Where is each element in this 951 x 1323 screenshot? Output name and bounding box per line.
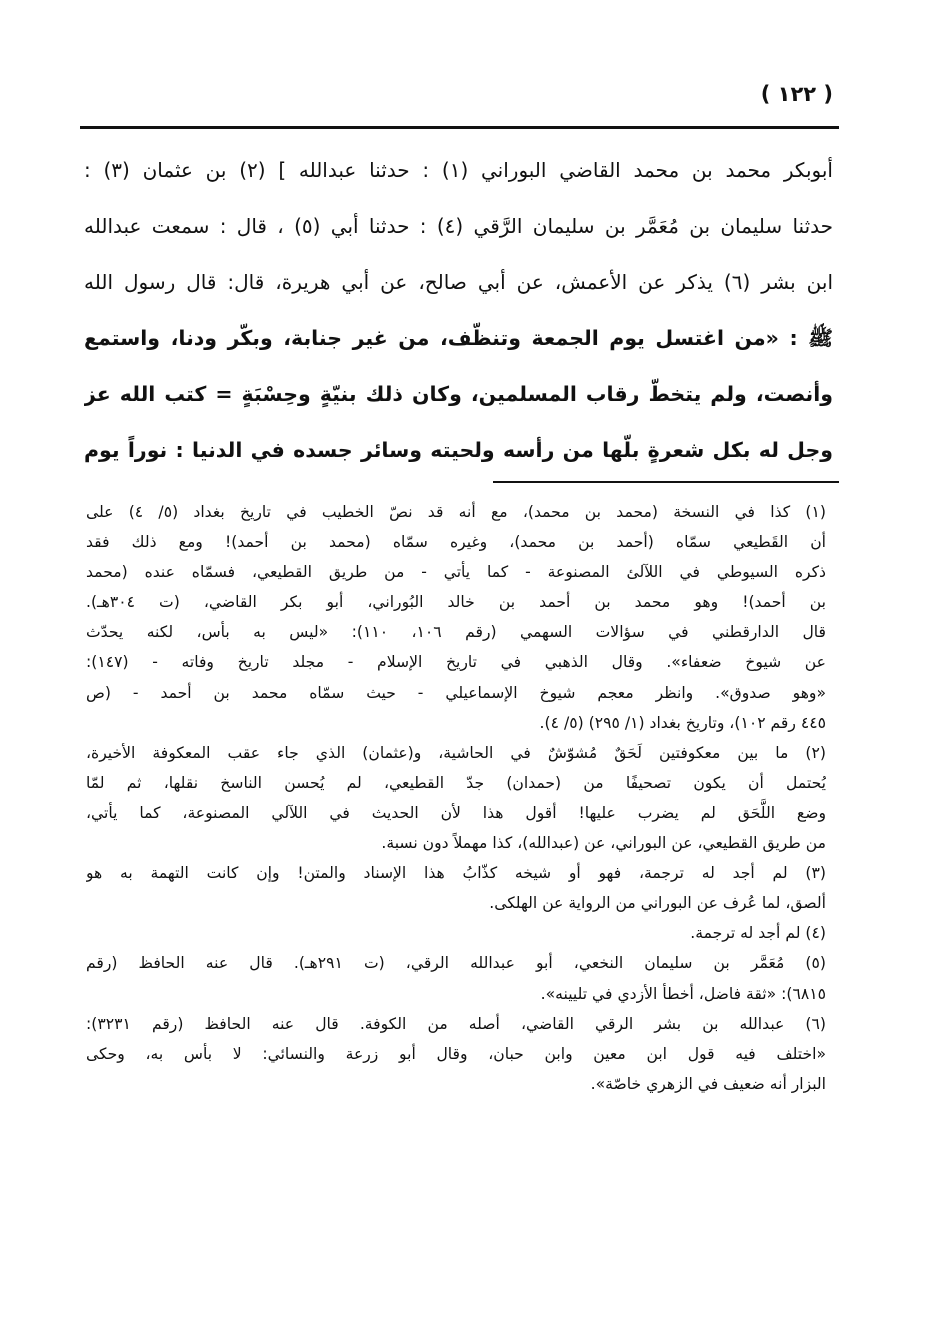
footnote-line: يُحتمل أن يكون تصحيفًا من (حمدان) جدّ القطيعي، لم يُحسن الناسخ نقلها، ثم لمّا <box>86 773 826 792</box>
page-number: ( ١٢٢ ) <box>760 82 833 106</box>
footnote-line: ٤٤٥ رقم ١٠٢)، وتاريخ بغداد (١/ ٢٩٥) (٥/ ٤). <box>539 713 826 732</box>
footnote-line: (٤) لم أجد له ترجمة. <box>690 924 826 943</box>
footnote-line: (٦) عبدالله بن بشر الرقي القاضي، أصله من الكوفة. قال عنه الحافظ (رقم ٣٢٣١): <box>86 1014 826 1033</box>
footnote-line: «اختلف فيه قول ابن معين وابن حبان، وقال أبو زرعة والنسائي: لا بأس به، وحكى <box>86 1044 826 1063</box>
main-text-line: ﷺ : «من اغتسل يوم الجمعة وتنظّف، من غير جنابة، وبكّر ودنا، واستمع <box>84 326 833 350</box>
footnote-line: ذكره السيوطي في اللآلئ المصنوعة - كما يأتي - من طريق القطيعي، فسمّاه عنده (محمد <box>86 563 826 582</box>
footnote-line: بن أحمد)! وهو محمد بن أحمد بن خالد البُوراني، أبو بكر القاضي، (ت ٣٠٤هـ). <box>86 593 826 612</box>
footnotes <box>86 497 826 1099</box>
footnote-line: ألصق، لما عُرف عن البوراني من الرواية عن الهلكى. <box>489 894 826 913</box>
footnote-line: ٦٨١٥): «ثقة فاضل، أخطأ الأزدي في تليينه». <box>540 984 826 1003</box>
footnote-separator <box>493 481 839 483</box>
footnote-line: البزار أنه ضعيف في الزهري خاصّة». <box>590 1074 826 1093</box>
main-text-line: ابن بشر (٦) يذكر عن الأعمش، عن أبي صالح، عن أبي هريرة، قال: قال رسول الله <box>84 270 833 294</box>
footnote-line: أن القَطيعي سمّاه (أحمد بن محمد)، وغيره سمّاه (محمد بن أحمد)! ومع ذلك فقد <box>86 533 826 552</box>
main-text-line: وأنصت، ولم يتخطّ رقاب المسلمين، وكان ذلك بنيّةٍ وحِسْبَةٍ = كتب الله عز <box>84 382 833 406</box>
header-rule <box>80 126 839 129</box>
footnote-line: عن شيوخ ضعفاء». وقال الذهبي في تاريخ الإسلام - مجلد تاريخ وفاته - (١٤٧): <box>86 653 826 672</box>
footnote-line: (١) كذا في النسخة (محمد بن محمد)، مع أنه قد نصّ الخطيب في تاريخ بغداد (٥/ ٤) على <box>86 503 826 521</box>
footnote-line: وضع اللَّحَق لم يضرب عليها! أقول هذا لأن الحديث في اللآلي المصنوعة، كما يأتي، <box>86 803 826 822</box>
footnote-line: من طريق القطيعي، عن البوراني، عن (عبدالله)، كذا مهملاً دون نسبة. <box>381 834 826 853</box>
footnote-line: «وهو صدوق». وانظر معجم شيوخ الإسماعيلي - حيث سمّاه محمد بن أحمد - (ص <box>86 683 826 702</box>
main-text-line: أبوبكر محمد بن محمد القاضي البوراني (١) : حدثنا عبدالله ] (٢) بن عثمان (٣) : <box>84 158 833 182</box>
main-text-line: وجل له بكل شعرةٍ بلّها من رأسه ولحيته وسائر جسده في الدنيا : نوراً يوم <box>84 438 833 462</box>
footnote-line: (٥) مُعَمَّر بن سليمان النخعي، أبو عبدالله الرقي، (ت ٢٩١هـ). قال عنه الحافظ (رقم <box>86 954 826 973</box>
footnote-line: (٣) لم أجد له ترجمة، فهو أو شيخه كذّابُ هذا الإسناد والمتن! وإن كانت التهمة به هو <box>86 864 826 883</box>
footnote-line: (٢) ما بين معكوفتين لَحَقٌ مُشوّشٌ في الحاشية، و(عثمان) الذي جاء عقب المعكوفة الأخيرة، <box>86 743 826 762</box>
footnote-line: قال الدارقطني في سؤالات السهمي (رقم ١٠٦، ١١٠): «ليس به بأس، لكنه يحدّث <box>86 623 826 642</box>
main-text <box>84 148 833 484</box>
main-text-line: حدثنا سليمان بن مُعَمَّر بن سليمان الرَّقي (٤) : حدثنا أبي (٥) ، قال : سمعت عبدالله <box>84 214 833 238</box>
